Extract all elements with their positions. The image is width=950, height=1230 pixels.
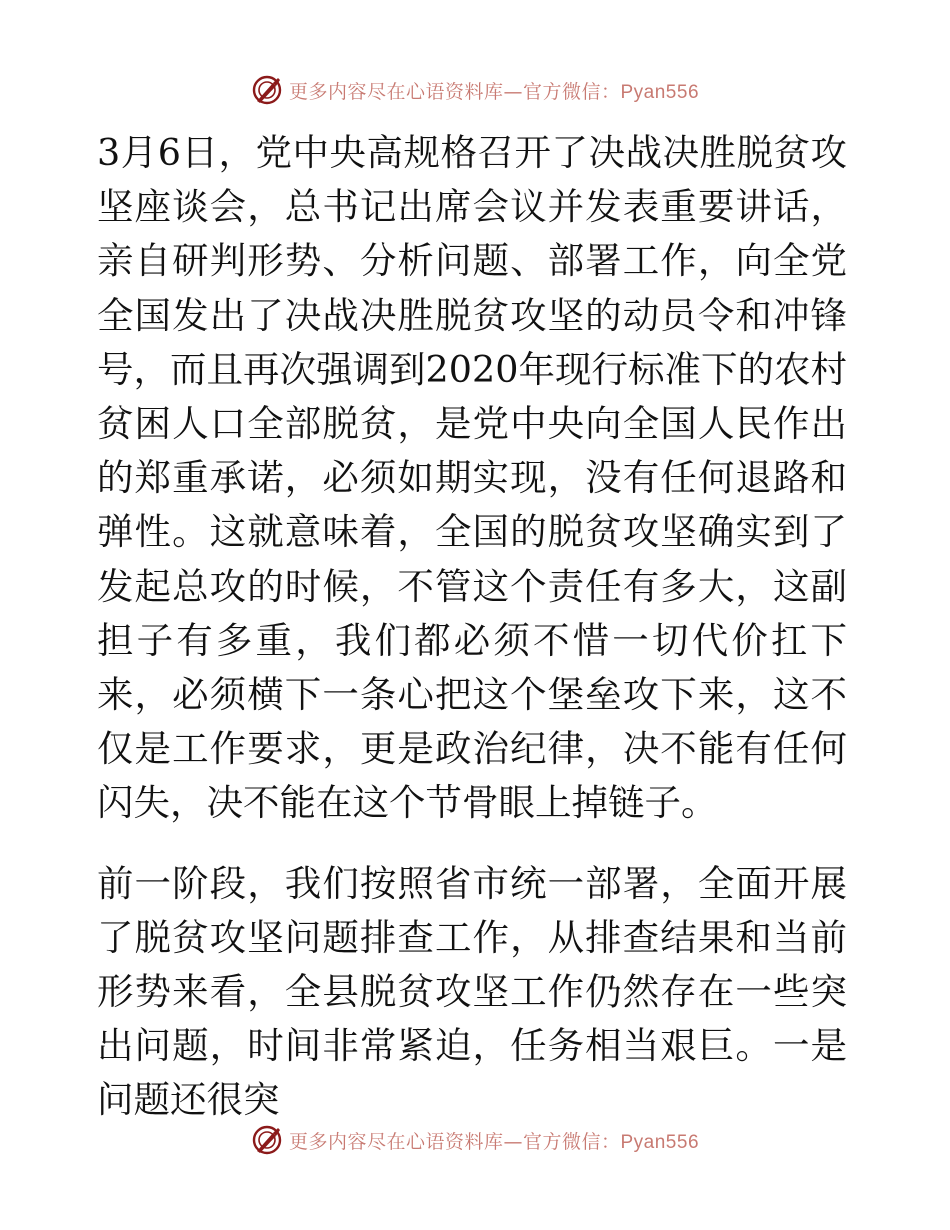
header-banner-label: 更多内容尽在心语资料库—官方微信： (288, 80, 621, 103)
header-banner (0, 70, 950, 110)
footer-banner-account: Pyan556 (620, 1131, 700, 1153)
paragraph-1: 3月6日，党中央高规格召开了决战决胜脱贫攻坚座谈会，总书记出席会议并发表重要讲话，亲自研判形势、分析问题、部署工作，向全党全国发出了决战决胜脱贫攻坚的动员令和冲锋号，而且再次强调到2020年现行标准下的农村贫困人口全部脱贫，是党中央向全国人民作出的郑重承诺，必须如期实现，没有任何退路和弹性。这就意味着，全国的脱贫攻坚确实到了发起总攻的时候，不管这个责任有多大，这副担子有多重，我们都必须不惜一切代价扛下来，必须横下一条心把这个堡垒攻下来，这不仅是工作要求，更是政治纪律，决不能有任何闪失，决不能在这个节骨眼上掉链子。 (97, 131, 847, 825)
paragraph-2: 前一阶段，我们按照省市统一部署，全面开展了脱贫攻坚问题排查工作，从排查结果和当前形势来看，全县脱贫攻坚工作仍然存在一些突出问题，时间非常紧迫，任务相当艰巨。一是问题还很突 (97, 861, 847, 1122)
seal-pen-logo-icon (251, 74, 283, 106)
footer-banner-text (289, 1127, 699, 1154)
header-banner-account: Pyan556 (620, 81, 700, 103)
seal-pen-logo-icon (251, 1124, 283, 1156)
document-body (97, 126, 847, 1128)
footer-banner-label: 更多内容尽在心语资料库—官方微信： (288, 1130, 621, 1153)
header-banner-text (289, 77, 699, 104)
footer-banner (0, 1120, 950, 1160)
